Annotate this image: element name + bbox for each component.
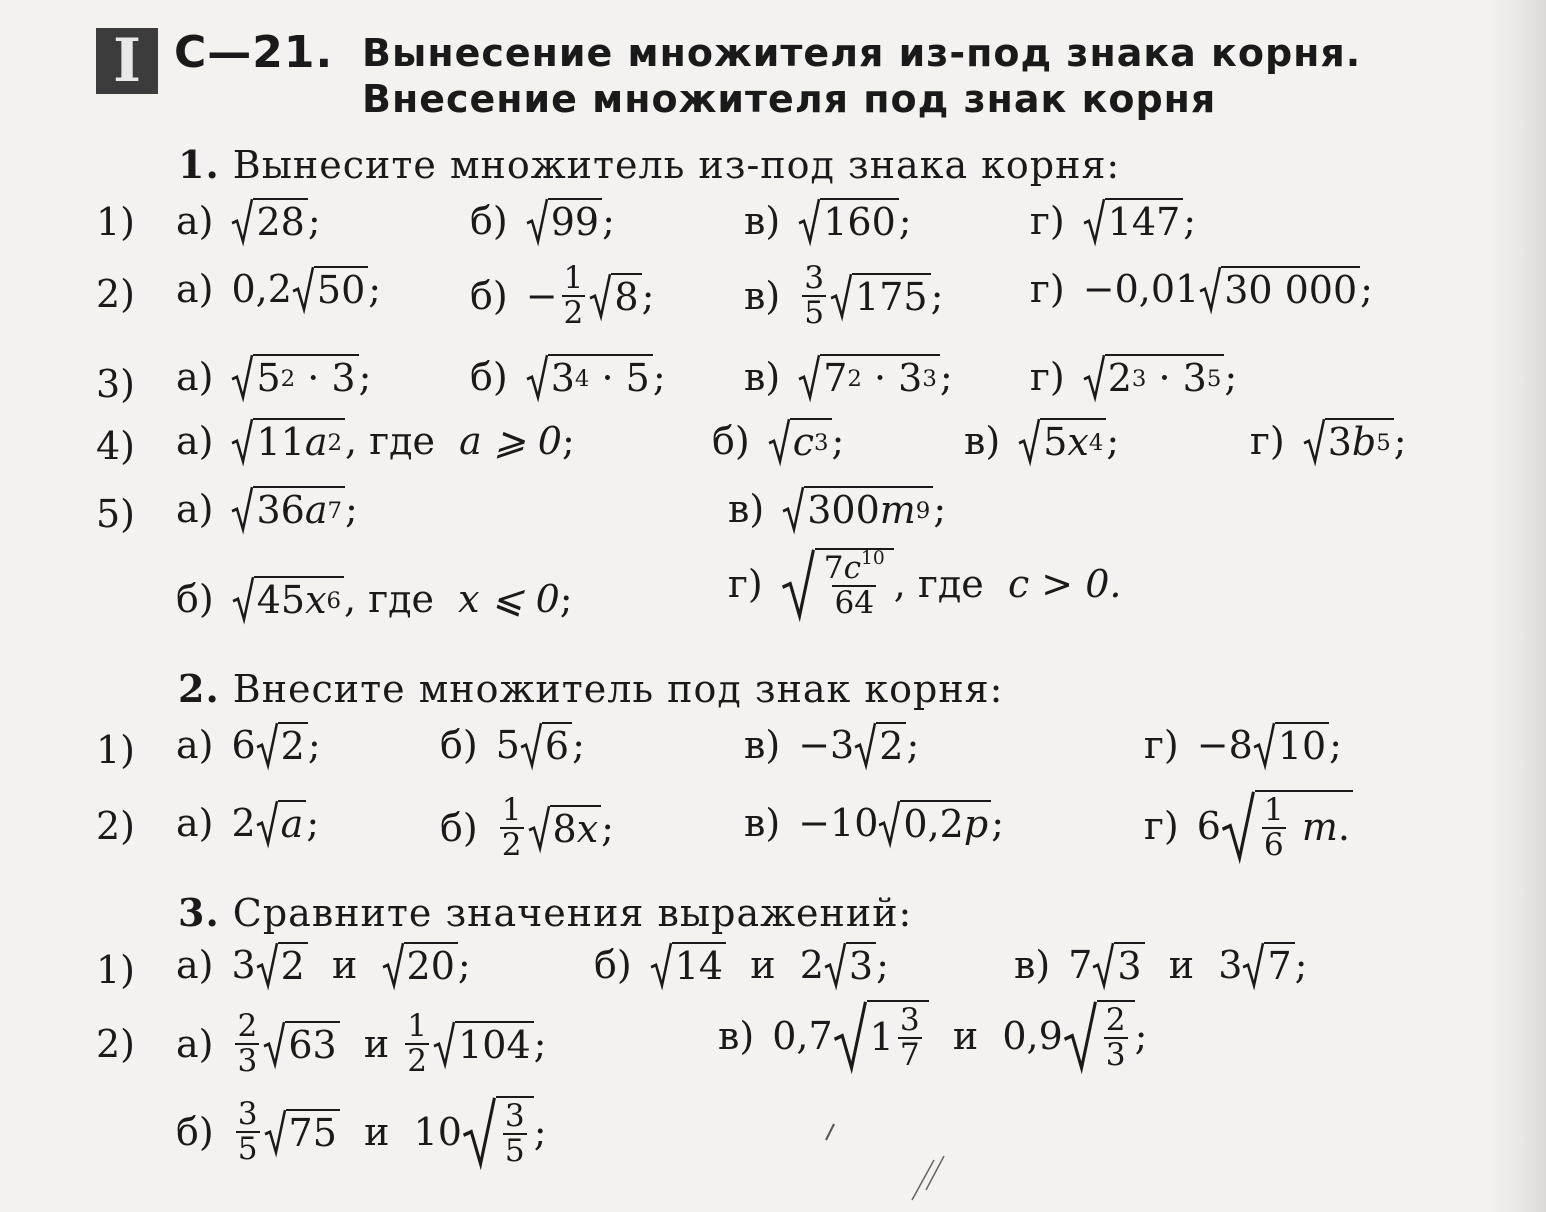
task1-row3-label: 3) — [96, 362, 136, 406]
exercise-code: С—21. — [174, 27, 334, 78]
task1-row2-label: 2) — [96, 272, 136, 316]
level-badge: I — [96, 28, 158, 94]
t1r3-v: в) 7 2 · 3 3 ; — [744, 354, 953, 400]
t1r1-v: в) 160 ; — [744, 198, 912, 244]
t1r2-v: в) $\frac{3}{5}$ 175 ; — [744, 260, 944, 331]
t3r2-b: б) $\frac{3}{5}$ 75 и 10 $\frac{3}{5}$ ; — [176, 1096, 547, 1169]
page-title-line1: Вынесение множителя из-под знака корня. — [362, 31, 1362, 75]
t1r1-a: а) 28 ; — [176, 198, 321, 244]
task1-text: Вынесите множитель из-под знака корня: — [232, 143, 1121, 187]
task1-row1-label: 1) — [96, 200, 136, 244]
t1r2-a: а) 0,2 50 ; — [176, 266, 382, 312]
t1r2-g: г) −0,01 30 000 ; — [1030, 266, 1373, 312]
t1r1-g: г) 147 ; — [1030, 198, 1197, 244]
t1r4-v: в) 5 x 4 ; — [964, 418, 1120, 464]
t3r1-b: б) 14 и 2 3 ; — [594, 942, 889, 988]
task2-row1-label: 1) — [96, 728, 136, 772]
t3r2-v: в) 0,7 1 $\frac{3}{7}$ и 0,9 $\frac{2}{3}$ ; — [718, 1002, 1148, 1073]
task3-row1-label: 1) — [96, 948, 136, 992]
task3-heading — [178, 890, 912, 935]
t1r1-b: б) 99 ; — [470, 198, 615, 244]
t2r2-b: б) $\frac{1}{2}$ 8 x ; — [440, 792, 614, 863]
t2r2-v: в) −10 0,2 p ; — [744, 800, 1004, 846]
t1r4-a: а) 11 a 2 , где a ⩾ 0 ; — [176, 418, 575, 464]
t2r2-g: г) 6 $\frac{1}{6}$ m . — [1144, 790, 1353, 861]
t2r1-a: а) 6 2 ; — [176, 722, 321, 768]
t2r2-a: а) 2 a ; — [176, 800, 320, 846]
t1r2-b: б) − $\frac{1}{2}$ 8 ; — [470, 260, 655, 331]
t3r2-a: а) $\frac{2}{3}$ 63 и $\frac{1}{2}$ 104 ; — [176, 1008, 547, 1079]
t3r1-a: а) 3 2 и 20 ; — [176, 942, 471, 988]
t1r5-a: а) 36 a 7 ; — [176, 486, 358, 532]
task2-number: 2. — [178, 666, 220, 711]
page-edge — [1484, 0, 1546, 1212]
task1-row5-label: 5) — [96, 492, 136, 536]
header — [96, 22, 1476, 132]
t2r1-g: г) −8 10 ; — [1144, 722, 1342, 768]
t1r5-v: в) 300 m 9 ; — [728, 486, 947, 532]
t1r4-g: г) 3 b 5 ; — [1250, 418, 1407, 464]
t1r3-b: б) 3 4 · 5 ; — [470, 354, 666, 400]
task1-number: 1. — [178, 142, 220, 187]
task2-row2-label: 2) — [96, 804, 136, 848]
task3-text: Сравните значения выражений: — [232, 891, 913, 935]
task2-text: Внесите множитель под знак корня: — [232, 667, 1004, 711]
task3-row2-label: 2) — [96, 1022, 136, 1066]
t1r4-b: б) c 3 ; — [712, 418, 845, 464]
t3r1-v: в) 7 3 и 3 7 ; — [1014, 942, 1308, 988]
task1-row4-label: 4) — [96, 424, 136, 468]
t1r5-g: г) $\frac{7c^{10}}{64}$ , где c > 0. — [728, 547, 1122, 621]
t1r3-a: а) 5 2 · 3 ; — [176, 354, 372, 400]
task1-heading — [178, 142, 1120, 187]
task2-heading — [178, 666, 1003, 711]
task3-number: 3. — [178, 890, 220, 935]
t1r5-b: б) 45 x 6 , где x ⩽ 0 ; — [176, 576, 573, 622]
page-title-line2: Внесение множителя под знак корня — [362, 77, 1217, 121]
t2r1-v: в) −3 2 ; — [744, 722, 920, 768]
t1r3-g: г) 2 3 · 3 5 ; — [1030, 354, 1238, 400]
t2r1-b: б) 5 6 ; — [440, 722, 585, 768]
pencil-mark-icon — [816, 1120, 956, 1210]
